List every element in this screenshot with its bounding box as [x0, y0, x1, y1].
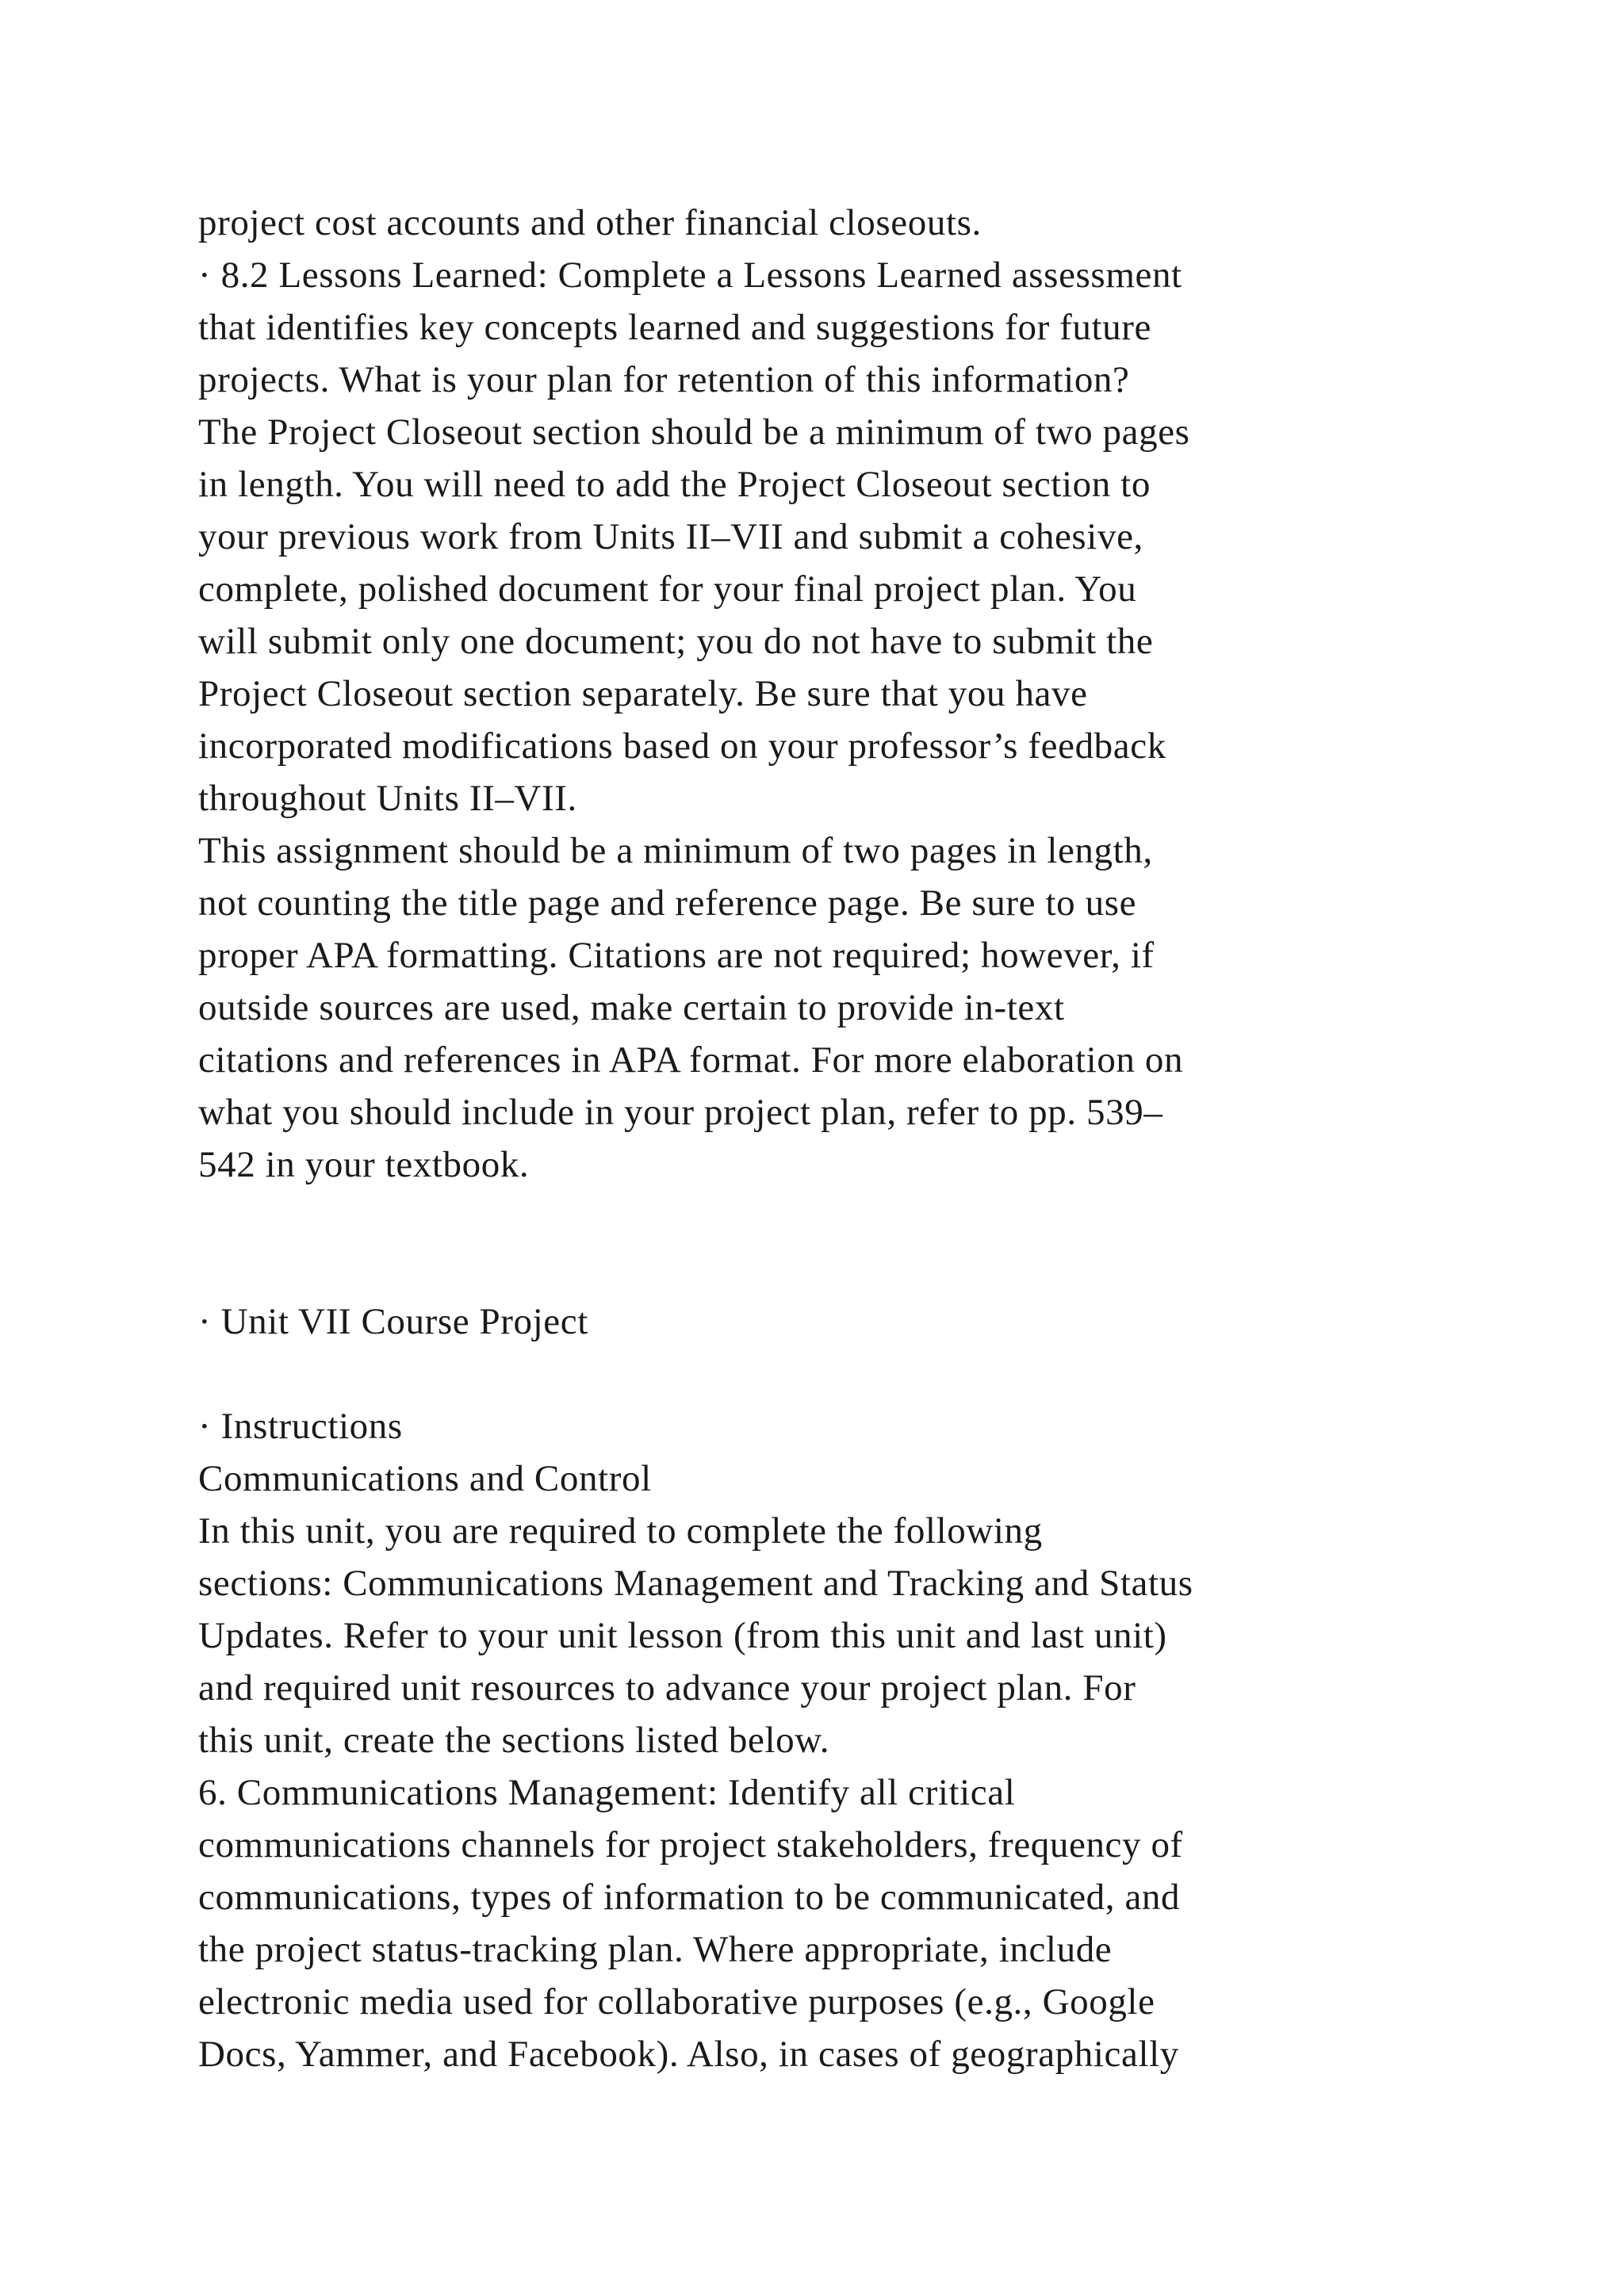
text-line: · Instructions	[198, 1406, 403, 1447]
blank-line	[198, 1191, 1507, 1243]
text-line: communications, types of information to be communicated, and	[198, 1877, 1181, 1918]
text-line: and required unit resources to advance your project plan. For	[198, 1667, 1136, 1709]
text-line: sections: Communications Management and Tracking and Status	[198, 1563, 1193, 1604]
text-line: citations and references in APA format. For more elaboration on	[198, 1039, 1184, 1081]
blank-line	[198, 1243, 1507, 1295]
text-line: incorporated modifications based on your professor’s feedback	[198, 725, 1166, 767]
text-line: 542 in your textbook.	[198, 1144, 530, 1185]
text-line: Updates. Refer to your unit lesson (from this unit and last unit)	[198, 1615, 1167, 1656]
text-line: projects. What is your plan for retention of this information?	[198, 359, 1130, 400]
text-line: 6. Communications Management: Identify all critical	[198, 1772, 1016, 1813]
text-line: the project status-tracking plan. Where appropriate, include	[198, 1929, 1113, 1970]
text-line: The Project Closeout section should be a minimum of two pages	[198, 411, 1190, 453]
text-line: your previous work from Units II–VII and submit a cohesive,	[198, 516, 1143, 557]
text-line: outside sources are used, make certain to provide in-text	[198, 987, 1065, 1028]
text-line: communications channels for project stakeholders, frequency of	[198, 1824, 1183, 1866]
text-line: complete, polished document for your final project plan. You	[198, 568, 1137, 610]
text-line: This assignment should be a minimum of two pages in length,	[198, 830, 1153, 871]
text-line: in length. You will need to add the Project Closeout section to	[198, 464, 1151, 505]
text-line: that identifies key concepts learned and suggestions for future	[198, 307, 1151, 348]
text-line: · 8.2 Lessons Learned: Complete a Lessons Learned assessment	[198, 254, 1182, 296]
text-line: will submit only one document; you do not have to submit the	[198, 621, 1154, 662]
text-line: Communications and Control	[198, 1458, 652, 1499]
blank-line	[198, 1348, 1507, 1400]
text-line: In this unit, you are required to complete the following	[198, 1510, 1043, 1552]
text-line: · Unit VII Course Project	[198, 1301, 588, 1342]
text-line: electronic media used for collaborative purposes (e.g., Google	[198, 1981, 1155, 2022]
text-line: what you should include in your project plan, refer to pp. 539–	[198, 1092, 1163, 1133]
text-line: throughout Units II–VII.	[198, 778, 577, 819]
document-body-text	[198, 197, 1507, 2080]
text-line: not counting the title page and reference page. Be sure to use	[198, 882, 1137, 924]
text-line: proper APA formatting. Citations are not required; however, if	[198, 935, 1155, 976]
text-line: Project Closeout section separately. Be sure that you have	[198, 673, 1088, 714]
text-line: project cost accounts and other financial closeouts.	[198, 202, 982, 243]
text-line: this unit, create the sections listed below.	[198, 1720, 830, 1761]
text-line: Docs, Yammer, and Facebook). Also, in cases of geographically	[198, 2034, 1179, 2075]
